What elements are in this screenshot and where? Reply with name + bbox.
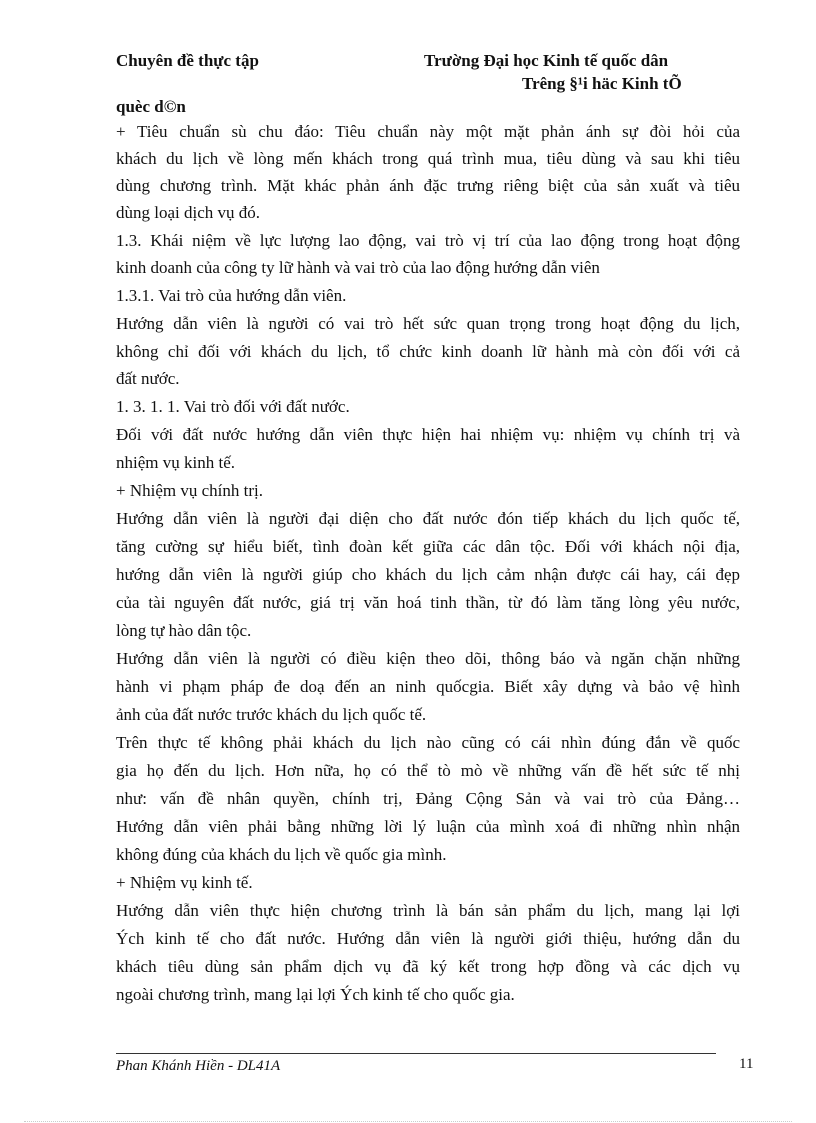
footer-author: Phan Khánh Hiền - DL41A xyxy=(116,1058,281,1074)
body-line: khách du lịch về lòng mến khách trong quá trình mua, tiêu dùng và sau khi tiêu xyxy=(116,149,740,168)
body-line: ngoài chương trình, mang lại lợi Ých kinh tế cho quốc gia. xyxy=(116,985,515,1004)
body-line: không chỉ đối với khách du lịch, tổ chức kinh doanh lữ hành mà còn đối với cả xyxy=(116,342,740,361)
body-line: dùng chương trình. Mặt khác phản ánh đặc trưng riêng biệt của sản xuất và tiêu xyxy=(116,176,740,195)
header-right-garbled: Trêng §¹i häc Kinh tÕ xyxy=(522,74,682,93)
body-line: khách tiêu dùng sản phẩm dịch vụ đã ký kết trong hợp đồng và các dịch vụ xyxy=(116,957,740,976)
body-line: Hướng dẫn viên phải bằng những lời lý luận của mình xoá đi những nhìn nhận xyxy=(116,817,740,836)
body-line: Hướng dẫn viên là người có vai trò hết sức quan trọng trong hoạt động du lịch, xyxy=(116,314,740,333)
body-line: đất nước. xyxy=(116,369,180,388)
body-line: lòng tự hào dân tộc. xyxy=(116,621,252,640)
header-right: Trường Đại học Kinh tế quốc dân xyxy=(424,51,669,70)
section-heading: 1.3. Khái niệm về lực lượng lao động, vai trò vị trí của lao động trong hoạt động xyxy=(116,231,740,250)
body-line: Hướng dẫn viên thực hiện chương trình là bán sản phẩm du lịch, mang lại lợi xyxy=(116,901,740,920)
bullet-heading: + Nhiệm vụ kinh tế. xyxy=(116,873,253,892)
body-line: dùng loại dịch vụ đó. xyxy=(116,203,261,222)
body-line: Ých kinh tế cho đất nước. Hướng dẫn viên là người giới thiệu, hướng dẫn du xyxy=(116,929,740,948)
bullet-heading: + Nhiệm vụ chính trị. xyxy=(116,481,263,500)
section-heading: kinh doanh của công ty lữ hành và vai trò của lao động hướng dẫn viên xyxy=(116,258,600,277)
body-line: gia họ đến du lịch. Hơn nữa, họ có thể tò mò về những vấn đề hết sức tế nhị xyxy=(116,761,740,780)
body-line: như: vấn đề nhân quyền, chính trị, Đảng Cộng Sản và vai trò của Đảng… xyxy=(116,789,740,808)
page-number: 11 xyxy=(739,1056,754,1072)
subsection-heading: 1. 3. 1. 1. Vai trò đối với đất nước. xyxy=(116,397,350,416)
footer-divider xyxy=(116,1053,716,1054)
body-line: Đối với đất nước hướng dẫn viên thực hiện hai nhiệm vụ: nhiệm vụ chính trị và xyxy=(116,425,740,444)
body-line: hành vi phạm pháp đe doạ đến an ninh quốcgia. Biết xây dựng và bảo vệ hình xyxy=(116,677,740,696)
body-line: + Tiêu chuẩn sù chu đáo: Tiêu chuẩn này một mặt phản ánh sự đòi hỏi của xyxy=(116,122,740,141)
body-line: nhiệm vụ kinh tế. xyxy=(116,453,235,472)
header-left-garbled: quèc d©n xyxy=(116,97,186,116)
body-line: không đúng của khách du lịch về quốc gia mình. xyxy=(116,845,447,864)
body-line: ảnh của đất nước trước khách du lịch quốc tế. xyxy=(116,705,427,724)
body-line: Hướng dẫn viên là người đại diện cho đất nước đón tiếp khách du lịch quốc tế, xyxy=(116,509,740,528)
subsection-heading: 1.3.1. Vai trò của hướng dẫn viên. xyxy=(116,286,347,305)
body-line: của tài nguyên đất nước, giá trị văn hoá tinh thần, từ đó làm tăng lòng yêu nước, xyxy=(116,593,740,612)
body-line: hướng dẫn viên là người giúp cho khách du lịch cảm nhận được cái hay, cái đẹp xyxy=(116,565,740,584)
body-line: tăng cường sự hiểu biết, tình đoàn kết giữa các dân tộc. Đối với khách nội địa, xyxy=(116,537,740,556)
page-bottom-edge xyxy=(24,1121,792,1122)
body-line: Trên thực tế không phải khách du lịch nào cũng có cái nhìn đúng đắn về quốc xyxy=(116,733,740,752)
header-left: Chuyên đề thực tập xyxy=(116,51,259,70)
body-line: Hướng dẫn viên là người có điều kiện theo dõi, thông báo và ngăn chặn những xyxy=(116,649,740,668)
